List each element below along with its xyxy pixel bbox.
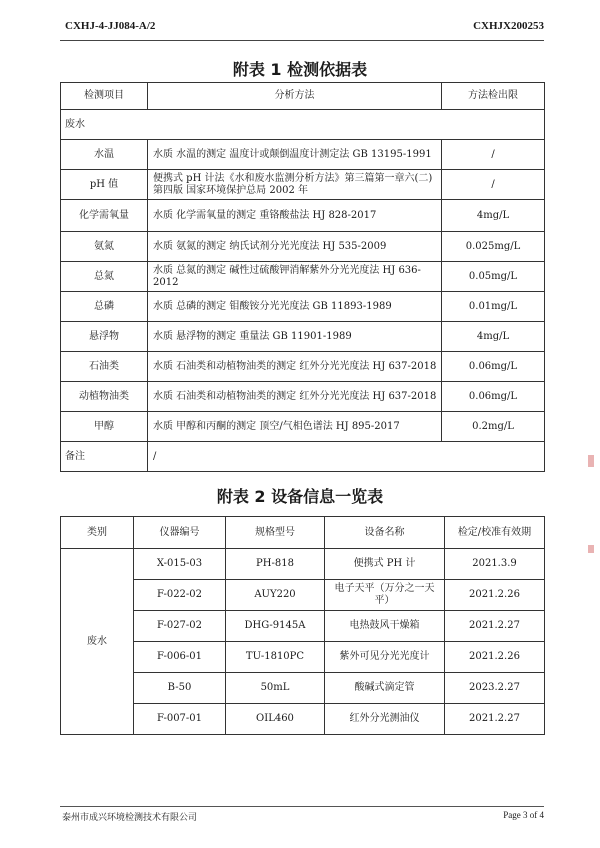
method-cell: 水质 水温的测定 温度计或颠倒温度计测定法 GB 13195-1991	[148, 140, 442, 170]
model-cell: TU-1810PC	[226, 642, 325, 673]
col-header-device-name: 设备名称	[325, 517, 445, 549]
instrument-id-cell: F-006-01	[134, 642, 226, 673]
limit-cell: 0.025mg/L	[442, 232, 545, 262]
model-cell: PH-818	[226, 549, 325, 580]
item-cell: 水温	[61, 140, 148, 170]
seal-edge-mark	[588, 545, 594, 553]
valid-until-cell: 2021.2.27	[445, 611, 545, 642]
instrument-id-cell: X-015-03	[134, 549, 226, 580]
valid-until-cell: 2021.2.27	[445, 704, 545, 735]
company-name: 泰州市成兴环境检测技术有限公司	[62, 813, 198, 823]
device-name-cell: 紫外可见分光光度计	[325, 642, 445, 673]
table1-title: 附表 1 检测依据表	[232, 60, 368, 79]
footer-divider	[60, 806, 544, 807]
col-header-valid-until: 检定/校准有效期	[445, 517, 545, 549]
table-row	[61, 382, 545, 412]
table-row	[61, 352, 545, 382]
item-cell: 动植物油类	[61, 382, 148, 412]
limit-cell: 0.05mg/L	[442, 262, 545, 292]
col-header-instrument-id: 仪器编号	[134, 517, 226, 549]
valid-until-cell: 2021.2.26	[445, 642, 545, 673]
remark-row	[61, 442, 545, 472]
table-row	[61, 642, 545, 673]
method-cell: 水质 氨氮的测定 纳氏试剂分光光度法 HJ 535-2009	[148, 232, 442, 262]
limit-cell: 0.06mg/L	[442, 382, 545, 412]
table-row	[61, 170, 545, 200]
report-number: CXHJX200253	[473, 20, 544, 32]
limit-cell: 0.06mg/L	[442, 352, 545, 382]
valid-until-cell: 2023.2.27	[445, 673, 545, 704]
instrument-id-cell: F-007-01	[134, 704, 226, 735]
limit-cell: 4mg/L	[442, 200, 545, 232]
col-header-category: 类别	[61, 517, 134, 549]
limit-cell: 0.2mg/L	[442, 412, 545, 442]
table-row	[61, 673, 545, 704]
table2-header-row	[61, 517, 545, 549]
model-cell: OIL460	[226, 704, 325, 735]
seal-edge-mark	[588, 455, 594, 467]
col-header-model: 规格型号	[226, 517, 325, 549]
table-row	[61, 704, 545, 735]
limit-cell: 0.01mg/L	[442, 292, 545, 322]
page-number: Page 3 of 4	[503, 810, 544, 820]
item-cell: 石油类	[61, 352, 148, 382]
method-cell: 水质 石油类和动植物油类的测定 红外分光光度法 HJ 637-2018	[148, 352, 442, 382]
item-cell: 总磷	[61, 292, 148, 322]
device-name-cell: 便携式 PH 计	[325, 549, 445, 580]
table-row	[61, 322, 545, 352]
col-header-item: 检测项目	[61, 83, 148, 110]
method-cell: 水质 甲醇和丙酮的测定 顶空/气相色谱法 HJ 895-2017	[148, 412, 442, 442]
item-cell: 甲醇	[61, 412, 148, 442]
limit-cell: /	[442, 170, 545, 200]
header-divider	[60, 40, 544, 41]
limit-cell: 4mg/L	[442, 322, 545, 352]
table1-header-row	[61, 83, 545, 110]
instrument-id-cell: F-022-02	[134, 580, 226, 611]
remark-value: /	[148, 442, 545, 472]
col-header-method: 分析方法	[148, 83, 442, 110]
limit-cell: /	[442, 140, 545, 170]
device-name-cell: 红外分光测油仪	[325, 704, 445, 735]
item-cell: pH 值	[61, 170, 148, 200]
valid-until-cell: 2021.2.26	[445, 580, 545, 611]
model-cell: AUY220	[226, 580, 325, 611]
method-cell: 水质 化学需氧量的测定 重铬酸盐法 HJ 828-2017	[148, 200, 442, 232]
instrument-id-cell: F-027-02	[134, 611, 226, 642]
method-cell: 便携式 pH 计法《水和废水监测分析方法》第三篇第一章六(二) 第四版 国家环境保护总局 2002 年	[148, 170, 442, 200]
table2-title: 附表 2 设备信息一览表	[216, 487, 384, 506]
table-row	[61, 232, 545, 262]
table-row	[61, 292, 545, 322]
item-cell: 总氮	[61, 262, 148, 292]
item-cell: 化学需氧量	[61, 200, 148, 232]
device-name-cell: 电子天平（万分之一天平）	[325, 580, 445, 611]
device-name-cell: 酸碱式滴定管	[325, 673, 445, 704]
method-cell: 水质 总氮的测定 碱性过硫酸钾消解紫外分光光度法 HJ 636-2012	[148, 262, 442, 292]
method-cell: 水质 石油类和动植物油类的测定 红外分光光度法 HJ 637-2018	[148, 382, 442, 412]
item-cell: 氨氮	[61, 232, 148, 262]
detection-basis-table	[60, 82, 545, 472]
table-row	[61, 611, 545, 642]
valid-until-cell: 2021.3.9	[445, 549, 545, 580]
method-cell: 水质 悬浮物的测定 重量法 GB 11901-1989	[148, 322, 442, 352]
item-cell: 悬浮物	[61, 322, 148, 352]
table-row	[61, 580, 545, 611]
section-label: 废水	[61, 110, 545, 140]
table-row	[61, 412, 545, 442]
equipment-table	[60, 516, 545, 735]
table-row	[61, 200, 545, 232]
category-cell: 废水	[61, 549, 134, 735]
table1-section-row	[61, 110, 545, 140]
remark-label: 备注	[61, 442, 148, 472]
table-row	[61, 549, 545, 580]
doc-code-left: CXHJ-4-JJ084-A/2	[65, 20, 156, 32]
model-cell: 50mL	[226, 673, 325, 704]
method-cell: 水质 总磷的测定 钼酸铵分光光度法 GB 11893-1989	[148, 292, 442, 322]
instrument-id-cell: B-50	[134, 673, 226, 704]
col-header-limit: 方法检出限	[442, 83, 545, 110]
device-name-cell: 电热鼓风干燥箱	[325, 611, 445, 642]
model-cell: DHG-9145A	[226, 611, 325, 642]
table-row	[61, 140, 545, 170]
table-row	[61, 262, 545, 292]
